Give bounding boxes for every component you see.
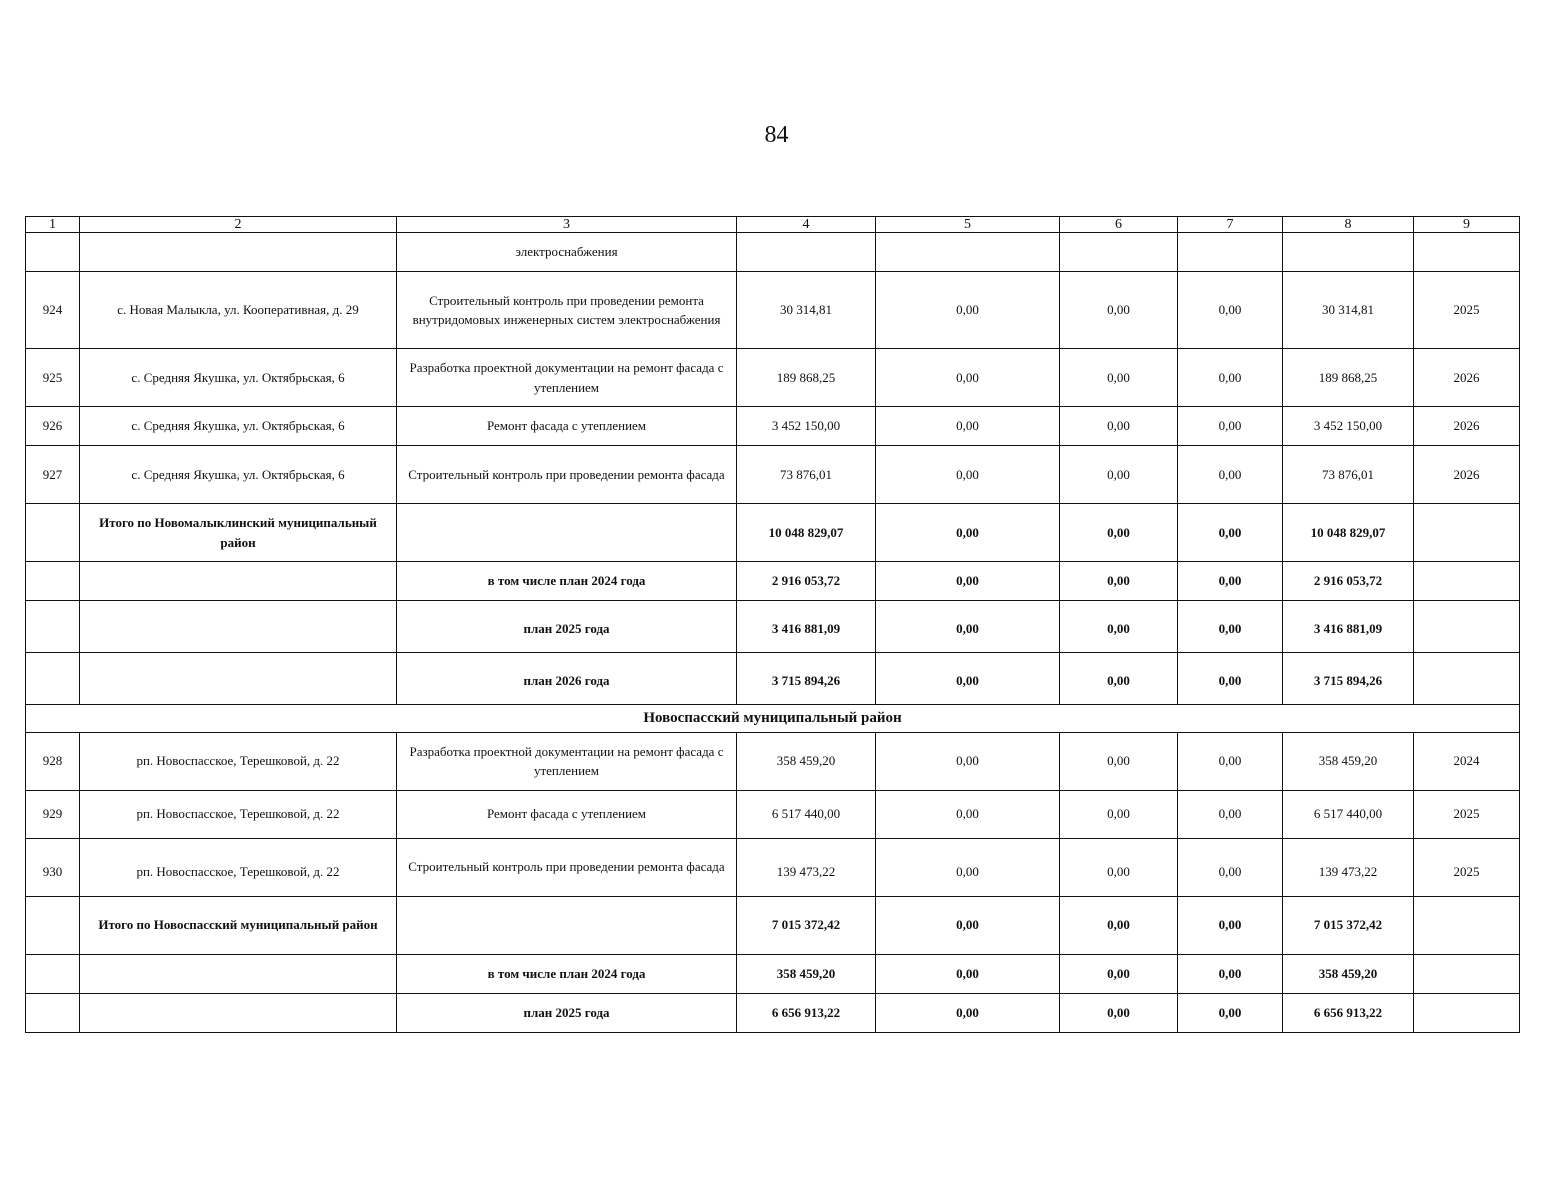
- amount-cell: 0,00: [876, 446, 1060, 504]
- column-header: 2: [80, 217, 397, 233]
- amount-cell: 7 015 372,42: [737, 896, 876, 954]
- table-row: [26, 446, 1520, 504]
- amount-cell: 0,00: [876, 732, 1060, 790]
- table-row: [26, 790, 1520, 838]
- plan-row: [26, 653, 1520, 705]
- column-header: 7: [1178, 217, 1283, 233]
- amount-cell: 73 876,01: [737, 446, 876, 504]
- amount-cell: 0,00: [1060, 838, 1178, 896]
- plan-row: [26, 954, 1520, 993]
- work-type-cell: Ремонт фасада с утеплением: [397, 790, 737, 838]
- year-cell: [1414, 233, 1520, 272]
- amount-cell: 0,00: [1178, 407, 1283, 446]
- row-number: [26, 896, 80, 954]
- amount-cell: 0,00: [1060, 954, 1178, 993]
- amount-cell: 0,00: [1060, 562, 1178, 601]
- row-number: 925: [26, 349, 80, 407]
- plan-label: в том числе план 2024 года: [397, 954, 737, 993]
- amount-cell: 139 473,22: [1283, 838, 1414, 896]
- row-number: 930: [26, 838, 80, 896]
- row-number: [26, 504, 80, 562]
- address-cell: рп. Новоспасское, Терешковой, д. 22: [80, 838, 397, 896]
- amount-cell: 0,00: [876, 349, 1060, 407]
- amount-cell: [1060, 233, 1178, 272]
- amount-cell: 0,00: [876, 954, 1060, 993]
- district-total-row: [26, 504, 1520, 562]
- amount-cell: 0,00: [1178, 838, 1283, 896]
- address-cell: рп. Новоспасское, Терешковой, д. 22: [80, 732, 397, 790]
- amount-cell: 10 048 829,07: [737, 504, 876, 562]
- column-header: 6: [1060, 217, 1178, 233]
- row-number: [26, 653, 80, 705]
- amount-cell: 0,00: [1178, 349, 1283, 407]
- amount-cell: 0,00: [1060, 653, 1178, 705]
- column-header: 8: [1283, 217, 1414, 233]
- row-number: [26, 954, 80, 993]
- amount-cell: 0,00: [1060, 407, 1178, 446]
- year-cell: [1414, 993, 1520, 1032]
- amount-cell: 7 015 372,42: [1283, 896, 1414, 954]
- row-number: 927: [26, 446, 80, 504]
- year-cell: 2025: [1414, 790, 1520, 838]
- plan-label: план 2025 года: [397, 601, 737, 653]
- row-number: 928: [26, 732, 80, 790]
- column-header: 1: [26, 217, 80, 233]
- amount-cell: 3 715 894,26: [737, 653, 876, 705]
- table-row: [26, 349, 1520, 407]
- row-number: 926: [26, 407, 80, 446]
- column-header: 9: [1414, 217, 1520, 233]
- year-cell: [1414, 954, 1520, 993]
- amount-cell: 0,00: [1060, 790, 1178, 838]
- amount-cell: 0,00: [1060, 272, 1178, 349]
- work-type-cell: электроснабжения: [397, 233, 737, 272]
- year-cell: [1414, 896, 1520, 954]
- amount-cell: 0,00: [876, 504, 1060, 562]
- amount-cell: 0,00: [1178, 790, 1283, 838]
- amount-cell: 0,00: [876, 790, 1060, 838]
- amount-cell: 0,00: [1060, 896, 1178, 954]
- address-cell: [80, 954, 397, 993]
- plan-row: [26, 993, 1520, 1032]
- amount-cell: 6 517 440,00: [737, 790, 876, 838]
- address-cell: [80, 233, 397, 272]
- address-cell: с. Средняя Якушка, ул. Октябрьская, 6: [80, 446, 397, 504]
- amount-cell: 0,00: [876, 896, 1060, 954]
- table-row: [26, 233, 1520, 272]
- table-row: [26, 838, 1520, 896]
- amount-cell: 3 715 894,26: [1283, 653, 1414, 705]
- amount-cell: 3 452 150,00: [737, 407, 876, 446]
- amount-cell: 3 416 881,09: [737, 601, 876, 653]
- amount-cell: [737, 233, 876, 272]
- table-row: [26, 407, 1520, 446]
- amount-cell: 0,00: [1178, 993, 1283, 1032]
- amount-cell: 358 459,20: [1283, 954, 1414, 993]
- column-number-row: [26, 217, 1520, 233]
- amount-cell: 6 656 913,22: [1283, 993, 1414, 1032]
- amount-cell: 0,00: [876, 407, 1060, 446]
- total-label: Итого по Новоспасский муниципальный район: [80, 896, 397, 954]
- column-header: 3: [397, 217, 737, 233]
- work-type-cell: Строительный контроль при проведении ремонта фасада: [397, 838, 737, 896]
- amount-cell: 6 517 440,00: [1283, 790, 1414, 838]
- year-cell: [1414, 601, 1520, 653]
- amount-cell: 0,00: [1060, 349, 1178, 407]
- district-total-row: [26, 896, 1520, 954]
- year-cell: [1414, 504, 1520, 562]
- amount-cell: 0,00: [1178, 653, 1283, 705]
- work-type-cell: Ремонт фасада с утеплением: [397, 407, 737, 446]
- amount-cell: 0,00: [876, 272, 1060, 349]
- plan-row: [26, 562, 1520, 601]
- year-cell: 2025: [1414, 272, 1520, 349]
- table-row: [26, 272, 1520, 349]
- amount-cell: 358 459,20: [737, 954, 876, 993]
- plan-label: план 2025 года: [397, 993, 737, 1032]
- amount-cell: 358 459,20: [1283, 732, 1414, 790]
- work-type-cell: [397, 504, 737, 562]
- amount-cell: 0,00: [876, 601, 1060, 653]
- plan-label: план 2026 года: [397, 653, 737, 705]
- row-number: 924: [26, 272, 80, 349]
- amount-cell: 0,00: [1178, 732, 1283, 790]
- amount-cell: 0,00: [1178, 446, 1283, 504]
- amount-cell: 0,00: [876, 653, 1060, 705]
- amount-cell: 358 459,20: [737, 732, 876, 790]
- page-number: 84: [764, 122, 789, 148]
- row-number: 929: [26, 790, 80, 838]
- work-type-cell: Разработка проектной документации на ремонт фасада с утеплением: [397, 349, 737, 407]
- amount-cell: 0,00: [1178, 562, 1283, 601]
- amount-cell: 0,00: [1060, 993, 1178, 1032]
- address-cell: [80, 562, 397, 601]
- table-row: [26, 732, 1520, 790]
- address-cell: с. Средняя Якушка, ул. Октябрьская, 6: [80, 407, 397, 446]
- amount-cell: [1283, 233, 1414, 272]
- total-label: Итого по Новомалыклинский муниципальный район: [80, 504, 397, 562]
- region-header-row: [26, 705, 1520, 733]
- amount-cell: 0,00: [1060, 446, 1178, 504]
- capital-repair-table: [25, 216, 1520, 1033]
- column-header: 4: [737, 217, 876, 233]
- amount-cell: 2 916 053,72: [737, 562, 876, 601]
- amount-cell: 6 656 913,22: [737, 993, 876, 1032]
- amount-cell: 30 314,81: [737, 272, 876, 349]
- amount-cell: 10 048 829,07: [1283, 504, 1414, 562]
- amount-cell: 3 452 150,00: [1283, 407, 1414, 446]
- amount-cell: 0,00: [1060, 504, 1178, 562]
- row-number: [26, 562, 80, 601]
- row-number: [26, 233, 80, 272]
- address-cell: [80, 601, 397, 653]
- amount-cell: 139 473,22: [737, 838, 876, 896]
- address-cell: [80, 653, 397, 705]
- work-type-cell: Разработка проектной документации на ремонт фасада с утеплением: [397, 732, 737, 790]
- amount-cell: 3 416 881,09: [1283, 601, 1414, 653]
- year-cell: 2026: [1414, 407, 1520, 446]
- row-number: [26, 601, 80, 653]
- amount-cell: 0,00: [876, 838, 1060, 896]
- year-cell: 2024: [1414, 732, 1520, 790]
- amount-cell: 0,00: [1178, 954, 1283, 993]
- amount-cell: [1178, 233, 1283, 272]
- address-cell: [80, 993, 397, 1032]
- plan-row: [26, 601, 1520, 653]
- amount-cell: 0,00: [1060, 732, 1178, 790]
- year-cell: [1414, 653, 1520, 705]
- address-cell: с. Средняя Якушка, ул. Октябрьская, 6: [80, 349, 397, 407]
- amount-cell: 0,00: [1178, 272, 1283, 349]
- address-cell: рп. Новоспасское, Терешковой, д. 22: [80, 790, 397, 838]
- year-cell: 2026: [1414, 349, 1520, 407]
- amount-cell: 0,00: [876, 993, 1060, 1032]
- work-type-cell: Строительный контроль при проведении ремонта фасада: [397, 446, 737, 504]
- amount-cell: 0,00: [1178, 601, 1283, 653]
- year-cell: 2025: [1414, 838, 1520, 896]
- region-title: Новоспасский муниципальный район: [26, 705, 1520, 733]
- work-type-cell: [397, 896, 737, 954]
- amount-cell: 0,00: [876, 562, 1060, 601]
- amount-cell: 30 314,81: [1283, 272, 1414, 349]
- amount-cell: 189 868,25: [737, 349, 876, 407]
- amount-cell: 73 876,01: [1283, 446, 1414, 504]
- amount-cell: 2 916 053,72: [1283, 562, 1414, 601]
- amount-cell: [876, 233, 1060, 272]
- plan-label: в том числе план 2024 года: [397, 562, 737, 601]
- year-cell: [1414, 562, 1520, 601]
- row-number: [26, 993, 80, 1032]
- year-cell: 2026: [1414, 446, 1520, 504]
- amount-cell: 189 868,25: [1283, 349, 1414, 407]
- amount-cell: 0,00: [1178, 504, 1283, 562]
- column-header: 5: [876, 217, 1060, 233]
- amount-cell: 0,00: [1060, 601, 1178, 653]
- amount-cell: 0,00: [1178, 896, 1283, 954]
- address-cell: с. Новая Малыкла, ул. Кооперативная, д. 29: [80, 272, 397, 349]
- work-type-cell: Строительный контроль при проведении ремонта внутридомовых инженерных систем электроснабжения: [397, 272, 737, 349]
